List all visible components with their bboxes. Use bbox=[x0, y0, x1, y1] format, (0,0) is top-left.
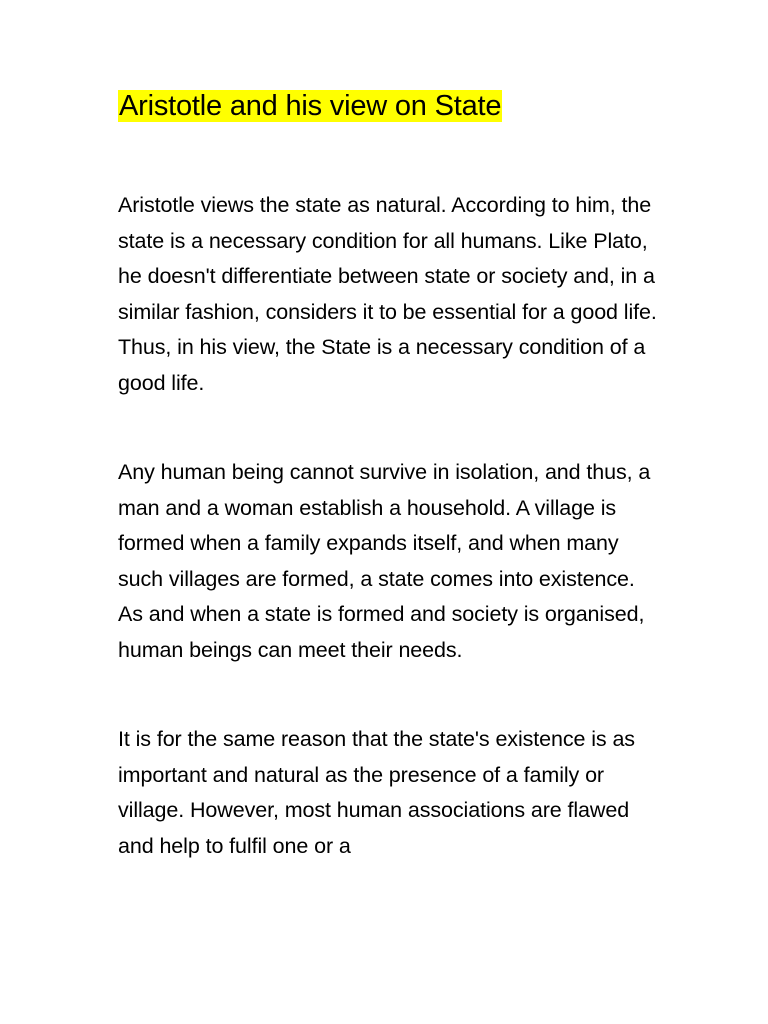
title-container bbox=[118, 88, 658, 128]
paragraph-1: Aristotle views the state as natural. According to him, the state is a necessary condition for all humans. Like Plato, he doesn't differentiate between state or society and, in a similar fashion, considers it to be essential for a good life. Thus, in his view, the State is a necessary condition of a good life. bbox=[118, 193, 657, 395]
paragraph-3: It is for the same reason that the state's existence is as important and natural as the presence of a family or village. However, most human associations are flawed and help to fulfil one or a bbox=[118, 727, 635, 858]
document-title: Aristotle and his view on State bbox=[119, 90, 502, 122]
document-body bbox=[118, 88, 658, 918]
paragraph-2: Any human being cannot survive in isolation, and thus, a man and a woman establish a household. A village is formed when a family expands itself, and when many such villages are formed, a state comes into existence. As and when a state is formed and society is organised, human beings can meet their needs. bbox=[118, 460, 651, 662]
